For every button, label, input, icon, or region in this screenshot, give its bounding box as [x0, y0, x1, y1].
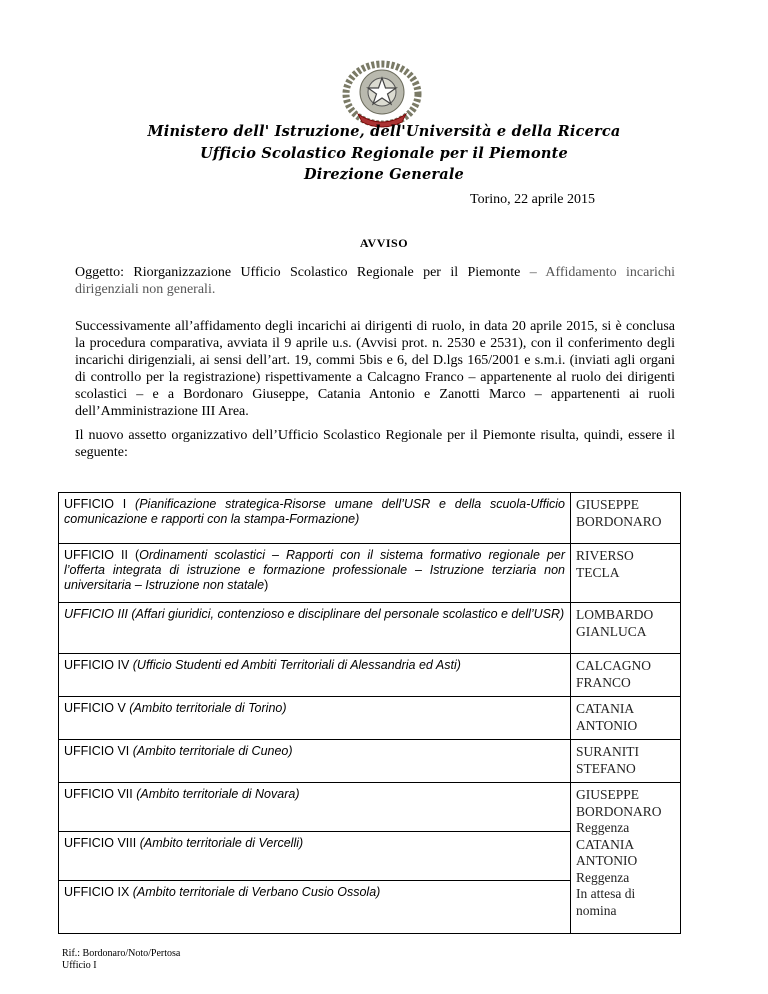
manager-cell: [571, 654, 681, 697]
office-detail: (Ambito territoriale di Verbano Cusio Ossola): [132, 885, 381, 899]
subject-paragraph: [75, 264, 675, 298]
manager-line: BORDONARO: [576, 803, 662, 819]
table-row: [59, 654, 681, 697]
office-detail: Ordinamenti scolastici – Rapporti con il sistema formativo regionale per l’offerta integrata di istruzione e formazione professionale – Istruzione terziaria non universitaria – Istruzione non statale: [64, 548, 565, 592]
manager-cell: [571, 603, 681, 654]
footer-reference: [62, 948, 180, 972]
office-detail: UFFICIO III (Affari giuridici, contenzioso e disciplinare del personale scolastico e dell’USR): [64, 607, 565, 621]
office-detail: (Ambito territoriale di Cuneo): [132, 744, 293, 758]
office-detail: (Ambito territoriale di Novara): [136, 787, 300, 801]
office-cell: [59, 740, 571, 783]
offices-table: [58, 492, 681, 934]
office-label: UFFICIO VI: [64, 744, 133, 758]
office-detail: (Ambito territoriale di Vercelli): [139, 836, 304, 850]
office-cell: [59, 544, 571, 603]
office-label: UFFICIO VII: [64, 787, 137, 801]
manager-last: FRANCO: [576, 674, 631, 690]
manager-cell: [571, 493, 681, 544]
subject-rest: – Affidamento incarichi dirigenziali non generali.: [75, 265, 675, 297]
manager-line: CATANIA: [576, 836, 635, 852]
body-paragraph: Successivamente all’affidamento degli incarichi ai dirigenti di ruolo, in data 20 aprile 2015, si è conclusa la procedura comparativa, avviata il 9 aprile u.s. (Avvisi prot. n. 2530 e 2531), con il conferimento degli incarichi dirigenziali, ai sensi dell’art. 19, commi 5bis e 6, del D.lgs 165/2001 e s.m.i. (inviati agli organi di controllo per la registrazione) rispettivamente a Calcagno Franco – appartenente al ruolo dei dirigenti scolastici – e a Bordonaro Giuseppe, Catania Antonio e Zanotti Marco – appartenenti ai ruoli dell’Amministrazione III Area.: [75, 319, 675, 419]
office-cell: [59, 783, 571, 832]
manager-cell: [571, 783, 681, 934]
office-detail: (Ambito territoriale di Torino): [129, 701, 287, 715]
ministry-title: Ministero dell' Istruzione, dell'Università e della Ricerca: [147, 123, 621, 140]
manager-first: CALCAGNO: [576, 658, 652, 673]
office-label: UFFICIO IV: [64, 658, 133, 672]
assetto-paragraph: Il nuovo assetto organizzativo dell’Ufficio Scolastico Regionale per il Piemonte risulta, quindi, essere il seguente:: [75, 428, 675, 460]
office-label: UFFICIO II (: [64, 548, 140, 562]
office-label: UFFICIO V: [64, 701, 130, 715]
office-detail: (Ufficio Studenti ed Ambiti Territoriali di Alessandria ed Asti): [132, 658, 461, 672]
manager-line: In attesa di: [576, 886, 636, 901]
table-row: [59, 544, 681, 603]
office-cell: [59, 832, 571, 881]
manager-first: SURANITI: [576, 744, 639, 759]
footer-line: Rif.: Bordonaro/Noto/Pertosa: [62, 948, 181, 959]
manager-cell: [571, 544, 681, 603]
footer-line: Ufficio I: [62, 960, 97, 971]
subject-lead: Oggetto: Riorganizzazione Ufficio Scolastico Regionale per il Piemonte: [75, 265, 521, 280]
manager-first: RIVERSO: [576, 548, 634, 563]
office-cell: [59, 603, 571, 654]
italian-republic-emblem-icon: [340, 58, 424, 132]
manager-cell: [571, 740, 681, 783]
office-cell: [59, 493, 571, 544]
office-label: UFFICIO IX: [64, 885, 133, 899]
document-date: Torino, 22 aprile 2015: [470, 192, 595, 207]
manager-line: Reggenza: [576, 820, 630, 835]
office-cell: [59, 654, 571, 697]
manager-first: GIUSEPPE: [576, 497, 640, 512]
table-row: [59, 783, 681, 832]
document-title: AVVISO: [359, 236, 409, 250]
manager-first: CATANIA: [576, 701, 635, 716]
manager-last: GIANLUCA: [576, 623, 647, 639]
table-row: [59, 493, 681, 544]
manager-last: TECLA: [576, 564, 620, 580]
office-title: Ufficio Scolastico Regionale per il Piemonte: [200, 145, 568, 162]
manager-first: LOMBARDO: [576, 607, 654, 622]
table-row: [59, 740, 681, 783]
manager-last: ANTONIO: [576, 717, 638, 733]
office-cell: [59, 697, 571, 740]
office-cell: [59, 881, 571, 934]
manager-line: ANTONIO: [576, 853, 638, 868]
manager-line: Reggenza: [576, 869, 630, 885]
manager-line: GIUSEPPE: [576, 787, 640, 802]
office-detail: (Pianificazione strategica-Risorse umane dell’USR e della scuola-Ufficio comunicazione e rapporti con la stampa-Formazione): [64, 497, 566, 526]
manager-last: BORDONARO: [576, 513, 662, 529]
table-row: [59, 603, 681, 654]
table-row: [59, 697, 681, 740]
office-tail: ): [264, 578, 269, 592]
manager-cell: [571, 697, 681, 740]
directorate-title: Direzione Generale: [304, 166, 464, 183]
manager-last: STEFANO: [576, 760, 636, 776]
office-label: UFFICIO I: [64, 497, 127, 511]
office-label: UFFICIO VIII: [64, 836, 140, 850]
manager-line: nomina: [576, 902, 617, 918]
